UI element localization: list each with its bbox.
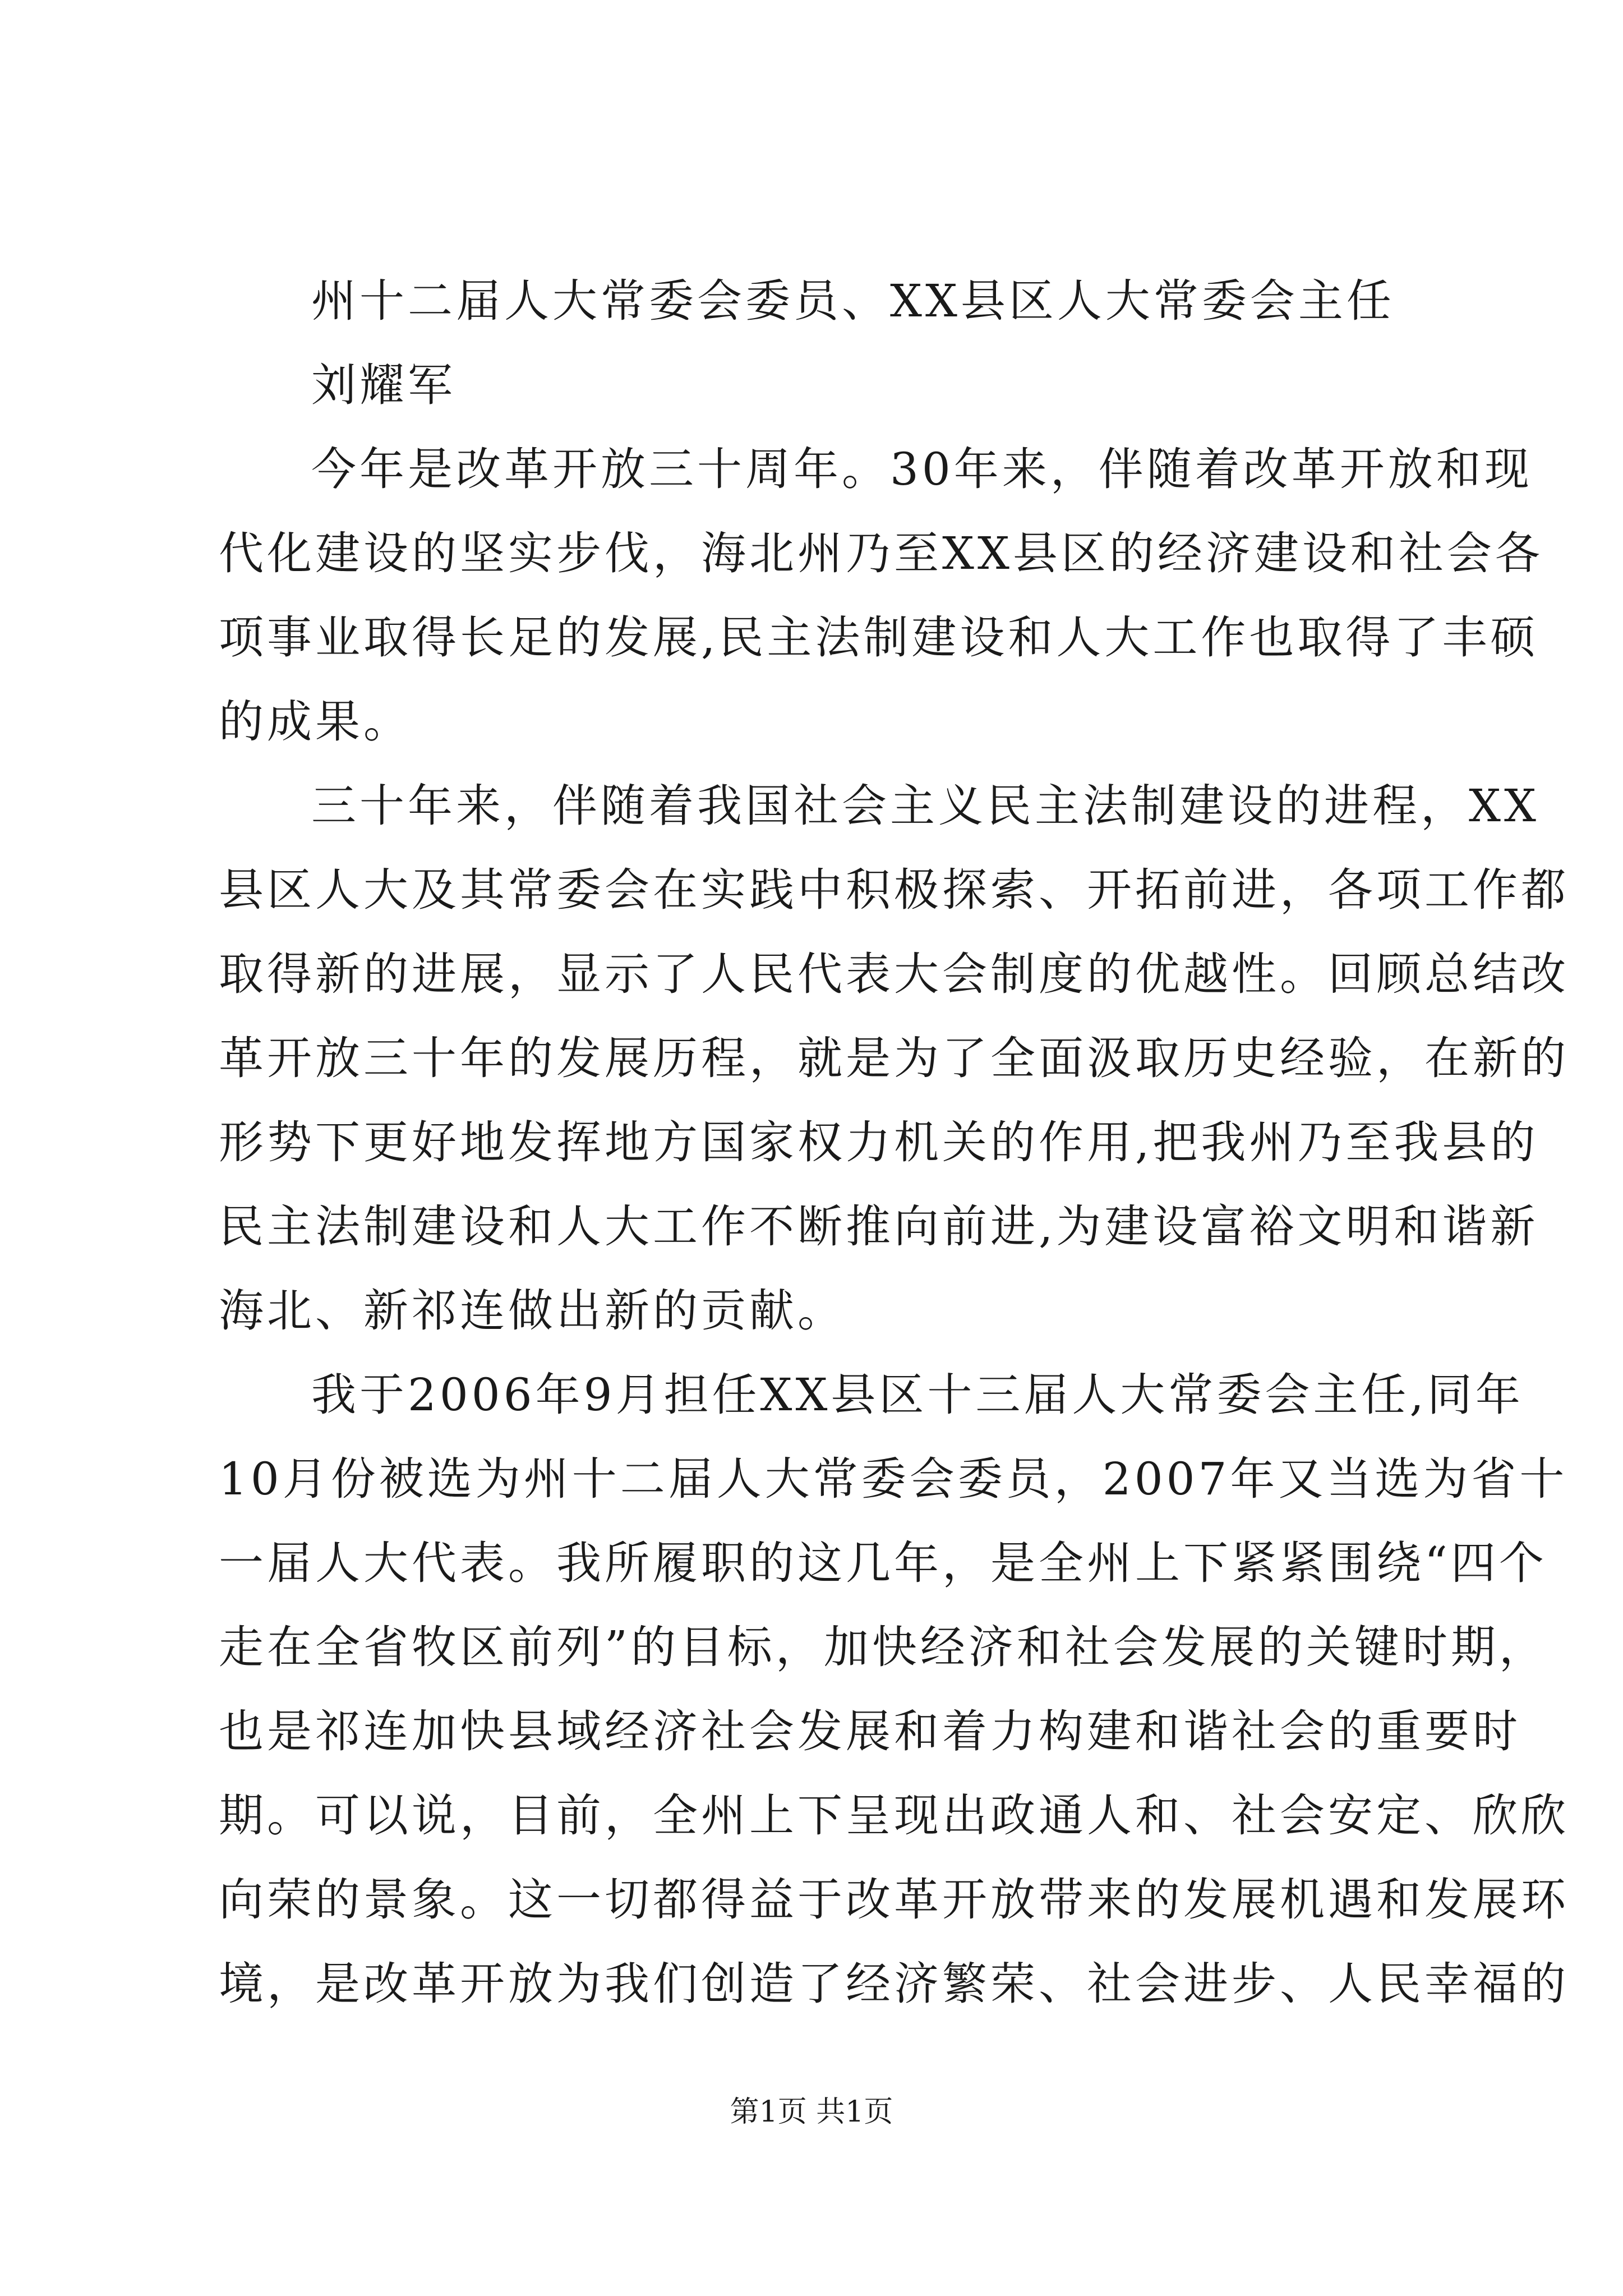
paragraph-3-line-4: 走在全省牧区前列”的目标，加快经济和社会发展的关键时期， bbox=[219, 1621, 1547, 1673]
paragraph-3-line-7: 向荣的景象。这一切都得益于改革开放带来的发展机遇和发展环 bbox=[219, 1874, 1569, 1926]
paragraph-2-line-2: 县区人大及其常委会在实践中积极探索、开拓前进，各项工作都 bbox=[219, 864, 1569, 916]
author-name-line: 刘耀军 bbox=[311, 359, 456, 411]
paragraph-1-line-1: 今年是改革开放三十周年。30年来，伴随着改革开放和现 bbox=[311, 443, 1533, 495]
page-footer: 第1页 共1页 bbox=[730, 2095, 893, 2129]
paragraph-1-line-4: 的成果。 bbox=[219, 696, 412, 748]
paragraph-2-line-5: 形势下更好地发挥地方国家权力机关的作用,把我州乃至我县的 bbox=[219, 1116, 1539, 1168]
paragraph-3-line-1: 我于2006年9月担任XX县区十三届人大常委会主任,同年 bbox=[311, 1369, 1524, 1421]
paragraph-1-line-2: 代化建设的坚实步伐，海北州乃至XX县区的经济建设和社会各 bbox=[219, 527, 1543, 579]
paragraph-2-line-4: 革开放三十年的发展历程，就是为了全面汲取历史经验，在新的 bbox=[219, 1032, 1569, 1084]
author-title-line: 州十二届人大常委会委员、XX县区人大常委会主任 bbox=[311, 275, 1395, 327]
paragraph-1-line-3: 项事业取得长足的发展,民主法制建设和人大工作也取得了丰硕 bbox=[219, 611, 1539, 664]
paragraph-2-line-1: 三十年来，伴随着我国社会主义民主法制建设的进程，XX bbox=[311, 780, 1539, 832]
paragraph-3-line-2: 10月份被选为州十二届人大常委会委员，2007年又当选为省十 bbox=[219, 1453, 1568, 1505]
paragraph-3-line-8: 境，是改革开放为我们创造了经济繁荣、社会进步、人民幸福的 bbox=[219, 1958, 1569, 2010]
paragraph-3-line-3: 一届人大代表。我所履职的这几年，是全州上下紧紧围绕“四个 bbox=[219, 1537, 1547, 1589]
paragraph-2-line-6: 民主法制建设和人大工作不断推向前进,为建设富裕文明和谐新 bbox=[219, 1200, 1539, 1253]
document-body bbox=[219, 259, 1569, 2026]
paragraph-3-line-5: 也是祁连加快县域经济社会发展和着力构建和谐社会的重要时 bbox=[219, 1705, 1521, 1757]
paragraph-2-line-3: 取得新的进展，显示了人民代表大会制度的优越性。回顾总结改 bbox=[219, 948, 1569, 1000]
paragraph-2-line-7: 海北、新祁连做出新的贡献。 bbox=[219, 1285, 846, 1337]
paragraph-3-line-6: 期。可以说，目前，全州上下呈现出政通人和、社会安定、欣欣 bbox=[219, 1789, 1569, 1842]
